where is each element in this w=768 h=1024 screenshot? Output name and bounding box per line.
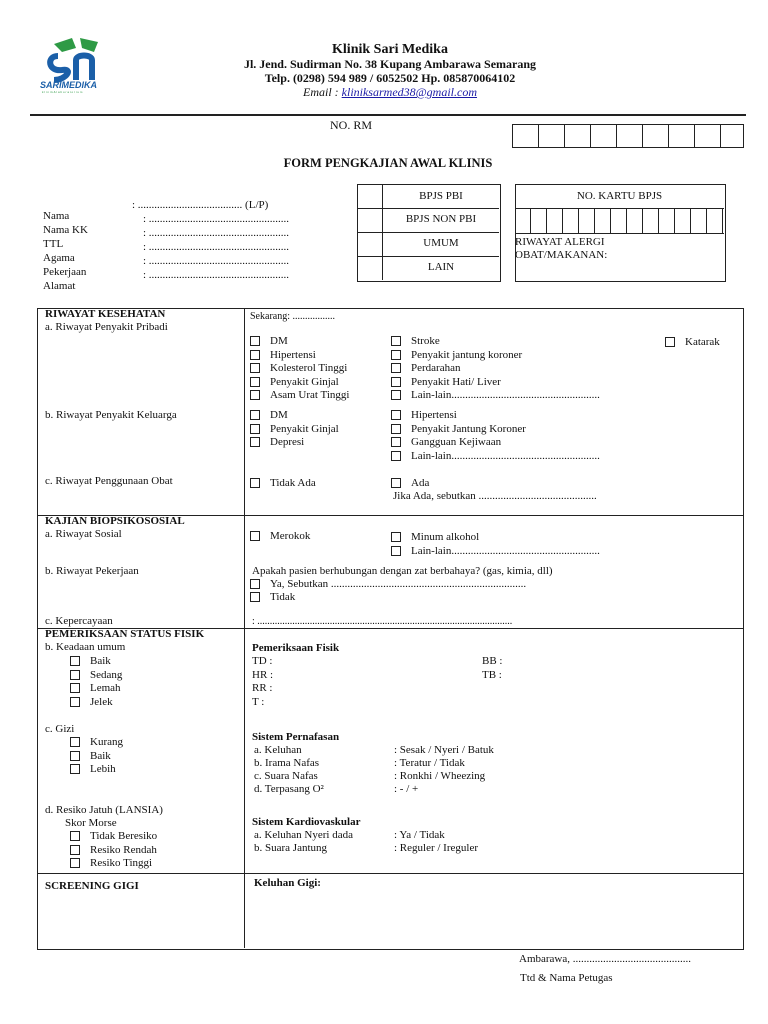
zat-options bbox=[250, 578, 526, 604]
pribadi-item[interactable]: Penyakit jantung koroner bbox=[391, 349, 600, 363]
checkbox-icon[interactable] bbox=[391, 350, 401, 360]
no-rm-boxes[interactable] bbox=[512, 124, 744, 148]
kardio-row[interactable]: a. Keluhan Nyeri dada : Ya / Tidak bbox=[254, 829, 445, 841]
pribadi-item[interactable]: Hipertensi bbox=[250, 349, 349, 363]
checkbox-icon[interactable] bbox=[391, 451, 401, 461]
payment-row-line bbox=[357, 232, 499, 233]
gizi-item[interactable]: Lebih bbox=[70, 763, 123, 777]
clinic-email-line bbox=[170, 85, 610, 100]
kardio-rows bbox=[254, 829, 478, 855]
pribadi-item[interactable]: Penyakit Hati/ Liver bbox=[391, 376, 600, 390]
keluarga-item[interactable]: Penyakit Ginjal bbox=[250, 423, 339, 437]
checkbox-icon[interactable] bbox=[250, 410, 260, 420]
vitals-left bbox=[252, 655, 273, 709]
checkbox-icon[interactable] bbox=[250, 350, 260, 360]
pribadi-item[interactable]: Perdarahan bbox=[391, 362, 600, 376]
checkbox-icon[interactable] bbox=[250, 437, 260, 447]
nafas-row[interactable]: b. Irama Nafas : Teratur / Tidak bbox=[254, 757, 465, 769]
allergy-label: RIWAYAT ALERGI OBAT/MAKANAN: bbox=[515, 236, 608, 261]
checkbox-icon[interactable] bbox=[70, 751, 80, 761]
alkohol-item[interactable]: Minum alkohol bbox=[391, 530, 600, 544]
checkbox-icon[interactable] bbox=[250, 390, 260, 400]
riwayat-c: c. Riwayat Penggunaan Obat bbox=[45, 475, 173, 487]
resiko-item[interactable]: Tidak Beresiko bbox=[70, 830, 157, 844]
vital-hr[interactable]: HR : bbox=[252, 668, 274, 681]
gigi-title: SCREENING GIGI bbox=[45, 880, 139, 892]
form-title: FORM PENGKAJIAN AWAL KLINIS bbox=[283, 156, 493, 170]
clinic-logo bbox=[36, 34, 116, 96]
gizi-item[interactable]: Baik bbox=[70, 750, 123, 764]
keluarga-item[interactable]: Gangguan Kejiwaan bbox=[391, 436, 600, 450]
riwayat-a: a. Riwayat Penyakit Pribadi bbox=[45, 321, 168, 333]
vital-tb[interactable]: TB : bbox=[482, 668, 502, 681]
nafas-row[interactable]: a. Keluhan : Sesak / Nyeri / Batuk bbox=[254, 744, 494, 756]
label-agama: Agama bbox=[43, 252, 75, 264]
zat-tidak[interactable]: Tidak bbox=[250, 591, 526, 604]
nafas-row[interactable]: c. Suara Nafas : Ronkhi / Wheezing bbox=[254, 770, 486, 782]
resiko-item[interactable]: Resiko Rendah bbox=[70, 844, 157, 858]
checkbox-icon[interactable] bbox=[250, 363, 260, 373]
resiko-label: d. Resiko Jatuh (LANSIA) bbox=[45, 804, 163, 816]
checkbox-icon[interactable] bbox=[391, 363, 401, 373]
keadaan-item[interactable]: Baik bbox=[70, 655, 122, 669]
footer-signature: Ttd & Nama Petugas bbox=[520, 972, 613, 984]
field-alamat[interactable]: : ................................................... bbox=[143, 269, 290, 281]
riwayat-b: b. Riwayat Penyakit Keluarga bbox=[45, 409, 177, 421]
checkbox-icon[interactable] bbox=[391, 478, 401, 488]
section-divider bbox=[37, 873, 743, 874]
obat-ada[interactable]: Ada bbox=[391, 477, 429, 489]
email-link[interactable]: kliniksarmed38@gmail.com bbox=[341, 85, 478, 99]
payment-row-line bbox=[357, 208, 499, 209]
clinic-address: Jl. Jend. Sudirman No. 38 Kupang Ambarawa Semarang bbox=[243, 57, 537, 71]
identity-name-row[interactable]: : ...................................... (L/P) bbox=[132, 199, 269, 211]
checkbox-icon[interactable] bbox=[70, 697, 80, 707]
logo-text: SARIMEDIKA bbox=[40, 80, 98, 90]
field-agama[interactable]: : ................................................... bbox=[143, 241, 290, 253]
field-ttl[interactable]: : ................................................... bbox=[143, 227, 290, 239]
keluarga-col1 bbox=[250, 409, 339, 450]
keadaan-label: b. Keadaan umum bbox=[45, 641, 126, 653]
checkbox-icon[interactable] bbox=[70, 683, 80, 693]
label-ttl: TTL bbox=[43, 238, 64, 250]
zat-question: Apakah pasien berhubungan dengan zat berbahaya? (gas, kimia, dll) bbox=[252, 565, 553, 577]
lain-item[interactable]: Lain-lain...................................................... bbox=[391, 544, 600, 558]
merokok-item[interactable]: Merokok bbox=[250, 530, 310, 542]
keadaan-item[interactable]: Lemah bbox=[70, 682, 122, 696]
clinic-phone: Telp. (0298) 594 989 / 6052502 Hp. 085870064102 bbox=[264, 71, 516, 85]
checkbox-icon[interactable] bbox=[70, 764, 80, 774]
obat-tidak-ada[interactable]: Tidak Ada bbox=[250, 477, 316, 489]
vital-rr[interactable]: RR : bbox=[252, 682, 273, 694]
payment-umum[interactable]: UMUM bbox=[423, 237, 459, 249]
checkbox-icon[interactable] bbox=[250, 377, 260, 387]
vital-td[interactable]: TD : bbox=[252, 655, 273, 667]
pribadi-item[interactable]: Penyakit Ginjal bbox=[250, 376, 349, 390]
checkbox-icon[interactable] bbox=[391, 336, 401, 346]
keluarga-item[interactable]: Depresi bbox=[250, 436, 339, 450]
nafas-title: Sistem Pernafasan bbox=[252, 731, 340, 743]
obat-sebutkan[interactable]: Jika Ada, sebutkan ........................................... bbox=[393, 490, 597, 502]
checkbox-icon[interactable] bbox=[70, 831, 80, 841]
pribadi-item[interactable]: DM bbox=[250, 335, 349, 349]
vitals-right bbox=[482, 655, 502, 682]
checkbox-icon[interactable] bbox=[391, 390, 401, 400]
keluarga-item[interactable]: DM bbox=[250, 409, 339, 423]
logo-tagline: k l i n i k & l a b o r a t o r i u m bbox=[42, 90, 83, 94]
checkbox-icon[interactable] bbox=[391, 424, 401, 434]
zat-ya[interactable]: Ya, Sebutkan ....................................................................... bbox=[250, 578, 526, 591]
checkbox-icon[interactable] bbox=[391, 546, 401, 556]
keluarga-item[interactable]: Hipertensi bbox=[391, 409, 600, 423]
fisik-title: Pemeriksaan Fisik bbox=[252, 642, 340, 654]
bpjs-card-boxes[interactable] bbox=[515, 208, 724, 234]
checkbox-icon[interactable] bbox=[70, 845, 80, 855]
label-nama-kk: Nama KK bbox=[43, 224, 88, 236]
pribadi-col1 bbox=[250, 335, 349, 403]
nafas-row[interactable]: d. Terpasang O² : - / + bbox=[254, 783, 419, 795]
gizi-options bbox=[70, 736, 123, 777]
pribadi-item[interactable]: Stroke bbox=[391, 335, 600, 349]
label-nama: Nama bbox=[43, 210, 70, 222]
nafas-rows bbox=[254, 744, 494, 796]
label-pekerjaan: Pekerjaan bbox=[43, 266, 87, 278]
biopsiko-a: a. Riwayat Sosial bbox=[45, 528, 122, 540]
checkbox-icon[interactable] bbox=[250, 336, 260, 346]
riwayat-title: RIWAYAT KESEHATAN bbox=[45, 308, 166, 320]
checkbox-icon[interactable] bbox=[391, 377, 401, 387]
checkbox-icon[interactable] bbox=[70, 656, 80, 666]
checkbox-icon[interactable] bbox=[70, 737, 80, 747]
pribadi-item[interactable]: Kolesterol Tinggi bbox=[250, 362, 349, 376]
checkbox-icon[interactable] bbox=[665, 337, 675, 347]
sekarang-field[interactable]: Sekarang: ................. bbox=[250, 311, 335, 322]
payment-row-line bbox=[357, 256, 499, 257]
identity-fields[interactable] bbox=[143, 212, 289, 282]
keadaan-item[interactable]: Jelek bbox=[70, 696, 122, 710]
biopsiko-b: b. Riwayat Pekerjaan bbox=[45, 565, 139, 577]
checkbox-icon[interactable] bbox=[391, 532, 401, 542]
pribadi-col2 bbox=[391, 335, 600, 403]
checkbox-icon[interactable] bbox=[250, 592, 260, 602]
checkbox-icon[interactable] bbox=[250, 579, 260, 589]
gizi-item[interactable]: Kurang bbox=[70, 736, 123, 750]
checkbox-icon[interactable] bbox=[70, 670, 80, 680]
checkbox-icon[interactable] bbox=[70, 858, 80, 868]
pemeriksaan-title: PEMERIKSAAN STATUS FISIK bbox=[45, 628, 205, 640]
alkohol-col bbox=[391, 530, 600, 558]
payment-lain[interactable]: LAIN bbox=[427, 261, 455, 273]
keadaan-item[interactable]: Sedang bbox=[70, 669, 122, 683]
keluarga-item[interactable]: Penyakit Jantung Koroner bbox=[391, 423, 600, 437]
label-alamat: Alamat bbox=[43, 280, 76, 292]
footer-place-date[interactable]: Ambarawa, ........................................... bbox=[519, 953, 692, 965]
pribadi-item[interactable]: Lain-lain...................................................... bbox=[391, 389, 600, 403]
header-divider bbox=[30, 114, 746, 116]
identity-labels bbox=[43, 209, 88, 293]
checkbox-icon[interactable] bbox=[250, 478, 260, 488]
checkbox-icon[interactable] bbox=[391, 437, 401, 447]
keluarga-col2 bbox=[391, 409, 600, 463]
payment-bpjs-pbi[interactable]: BPJS PBI bbox=[419, 190, 463, 202]
payment-bpjs-non-pbi[interactable]: BPJS NON PBI bbox=[405, 213, 477, 225]
vital-bb[interactable]: BB : bbox=[482, 655, 503, 667]
bpjs-card-label: NO. KARTU BPJS bbox=[576, 190, 663, 202]
clinic-name: Klinik Sari Medika bbox=[332, 42, 448, 57]
checkbox-icon[interactable] bbox=[391, 410, 401, 420]
gigi-keluhan[interactable]: Keluhan Gigi: bbox=[254, 877, 321, 889]
checkbox-icon[interactable] bbox=[250, 531, 260, 541]
skor-label: Skor Morse bbox=[65, 817, 117, 829]
field-nama-kk[interactable]: : ................................................... bbox=[143, 213, 290, 225]
kardio-row[interactable]: b. Suara Jantung : Reguler / Ireguler bbox=[254, 842, 478, 854]
keluarga-item[interactable]: Lain-lain...................................................... bbox=[391, 450, 600, 464]
katarak-item[interactable]: Katarak bbox=[665, 336, 720, 348]
biopsiko-title: KAJIAN BIOPSIKOSOSIAL bbox=[45, 515, 185, 527]
no-rm-label: NO. RM bbox=[330, 118, 373, 132]
keadaan-options bbox=[70, 655, 122, 709]
field-pekerjaan[interactable]: : ................................................... bbox=[143, 255, 290, 267]
resiko-item[interactable]: Resiko Tinggi bbox=[70, 857, 157, 871]
kepercayaan-field[interactable]: : ...................................................................................................... bbox=[252, 616, 513, 627]
gizi-label: c. Gizi bbox=[45, 723, 75, 735]
biopsiko-c: c. Kepercayaan bbox=[45, 615, 113, 627]
checkbox-icon[interactable] bbox=[250, 424, 260, 434]
kardio-title: Sistem Kardiovaskular bbox=[252, 816, 361, 828]
pribadi-item[interactable]: Asam Urat Tinggi bbox=[250, 389, 349, 403]
vital-t[interactable]: T : bbox=[252, 695, 265, 708]
email-label: Email : bbox=[302, 85, 339, 99]
resiko-options bbox=[70, 830, 157, 871]
